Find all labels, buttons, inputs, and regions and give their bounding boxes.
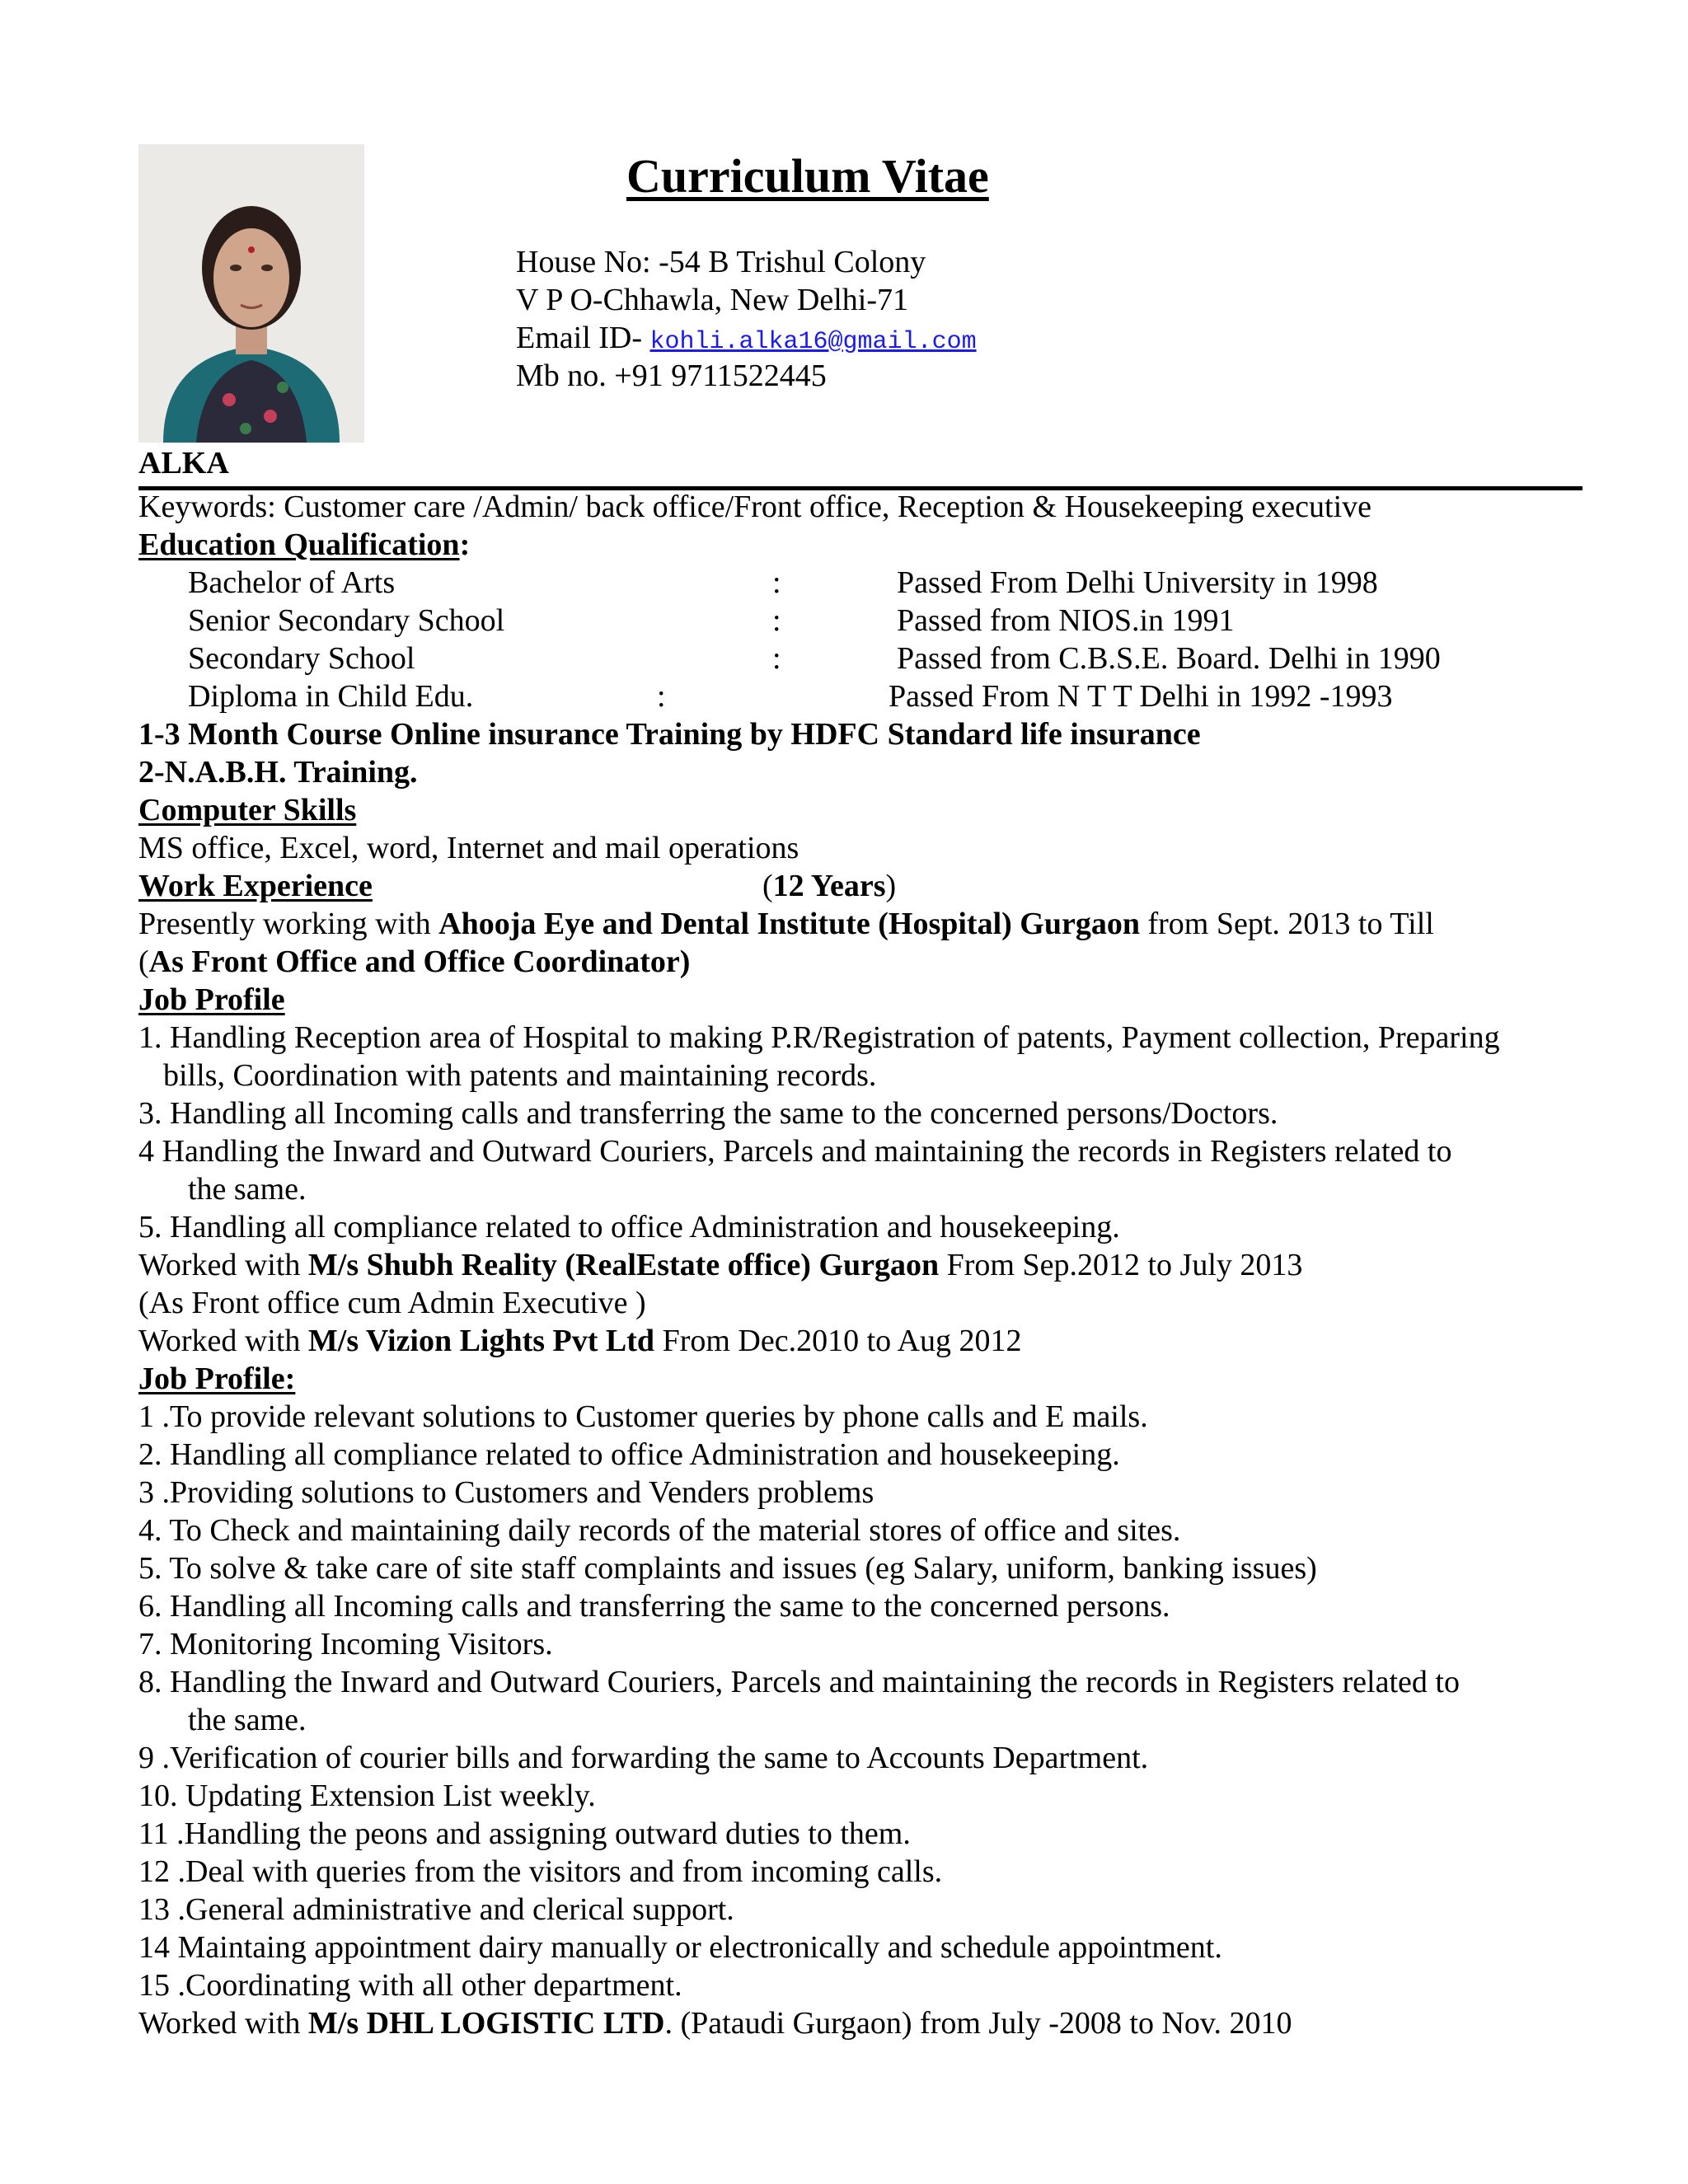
job-profile-heading-2: Job Profile: xyxy=(138,1361,296,1396)
education-degree: Diploma in Child Edu. xyxy=(188,679,474,714)
education-detail: Passed From Delhi University in 1998 xyxy=(897,565,1378,600)
job-profile-item: 1. Handling Reception area of Hospital to making P.R/Registration of patents, Payment collection, Preparing xyxy=(138,1020,1500,1055)
job2-post: From Sep.2012 to July 2013 xyxy=(939,1248,1303,1282)
job-profile-item: 2. Handling all compliance related to office Administration and housekeeping. xyxy=(138,1437,1120,1472)
job3-post: From Dec.2010 to Aug 2012 xyxy=(654,1324,1022,1358)
job4-post: . (Pataudi Gurgaon) from July -2008 to Nov. 2010 xyxy=(664,2006,1292,2041)
job-profile-item: 6. Handling all Incoming calls and transferring the same to the concerned persons. xyxy=(138,1589,1170,1624)
education-degree: Senior Secondary School xyxy=(188,603,505,638)
training-line-2: 2-N.A.B.H. Training. xyxy=(138,755,418,790)
job3-line xyxy=(138,1322,1022,1360)
profile-photo xyxy=(138,144,364,443)
work-experience-heading: Work Experience xyxy=(138,869,373,903)
education-heading-text: Education Qualification xyxy=(138,527,460,562)
education-sep: : xyxy=(657,679,666,714)
mobile-line: Mb no. +91 9711522445 xyxy=(516,359,827,393)
job-profile-item: 7. Monitoring Incoming Visitors. xyxy=(138,1627,553,1661)
job-profile-item: 9 .Verification of courier bills and forwarding the same to Accounts Department. xyxy=(138,1741,1149,1775)
computer-skills-text: MS office, Excel, word, Internet and mail operations xyxy=(138,831,799,865)
job-profile-heading: Job Profile xyxy=(138,982,285,1017)
job-profile-item: 12 .Deal with queries from the visitors and from incoming calls. xyxy=(138,1854,943,1889)
education-sep: : xyxy=(772,603,781,638)
education-sep: : xyxy=(772,641,781,676)
work-years-close: ) xyxy=(885,869,897,903)
job-profile-item: 1 .To provide relevant solutions to Customer queries by phone calls and E mails. xyxy=(138,1399,1148,1434)
job-profile-item: 5. Handling all compliance related to office Administration and housekeeping. xyxy=(138,1210,1120,1244)
job-profile-item: 13 .General administrative and clerical support. xyxy=(138,1892,734,1927)
current-job-org: Ahooja Eye and Dental Institute (Hospital) Gurgaon xyxy=(438,907,1140,941)
current-job-line xyxy=(138,905,1434,943)
job-profile-item: 3. Handling all Incoming calls and transferring the same to the concerned persons/Doctors. xyxy=(138,1096,1278,1131)
document-title: Curriculum Vitae xyxy=(626,149,989,203)
current-job-pre: Presently working with xyxy=(138,907,439,941)
job4-pre: Worked with xyxy=(138,2006,308,2041)
education-heading xyxy=(138,526,470,564)
job-profile-item: 11 .Handling the peons and assigning outward duties to them. xyxy=(138,1816,911,1851)
job2-line xyxy=(138,1246,1302,1284)
education-heading-colon: : xyxy=(459,527,471,562)
candidate-name: ALKA xyxy=(138,446,229,480)
job-profile-item: 4. To Check and maintaining daily records of the material stores of office and sites. xyxy=(138,1513,1181,1548)
job-profile-item: 8. Handling the Inward and Outward Couriers, Parcels and maintaining the records in Registers related to xyxy=(138,1665,1460,1699)
education-detail: Passed from C.B.S.E. Board. Delhi in 1990 xyxy=(897,641,1441,676)
job3-org: M/s Vizion Lights Pvt Ltd xyxy=(307,1324,655,1358)
current-job-post: from Sept. 2013 to Till xyxy=(1139,907,1434,941)
job-profile-item: the same. xyxy=(188,1172,307,1207)
current-job-role-open: ( xyxy=(138,944,149,979)
job3-pre: Worked with xyxy=(138,1324,308,1358)
job-profile-item: 5. To solve & take care of site staff complaints and issues (eg Salary, uniform, banking issues) xyxy=(138,1551,1317,1586)
job2-role: (As Front office cum Admin Executive ) xyxy=(138,1286,646,1320)
job-profile-item: 15 .Coordinating with all other department. xyxy=(138,1968,682,2003)
education-degree: Bachelor of Arts xyxy=(188,565,396,600)
job4-org: M/s DHL LOGISTIC LTD xyxy=(307,2006,665,2041)
current-job-role-text: As Front Office and Office Coordinator) xyxy=(148,944,691,979)
email-label: Email ID- xyxy=(516,321,650,355)
job-profile-item: 14 Maintaing appointment dairy manually or electronically and schedule appointment. xyxy=(138,1930,1222,1965)
email-line xyxy=(516,319,977,361)
work-years-open: ( xyxy=(762,869,773,903)
computer-skills-heading: Computer Skills xyxy=(138,793,357,827)
job-profile-item: 10. Updating Extension List weekly. xyxy=(138,1779,596,1813)
education-degree: Secondary School xyxy=(188,641,415,676)
portrait-image xyxy=(138,144,364,443)
keywords-line: Keywords: Customer care /Admin/ back office/Front office, Reception & Housekeeping executive xyxy=(138,490,1372,524)
education-sep: : xyxy=(772,565,781,600)
job-profile-item: 3 .Providing solutions to Customers and Venders problems xyxy=(138,1475,874,1510)
job-profile-item: bills, Coordination with patents and maintaining records. xyxy=(163,1058,877,1093)
job-profile-item: the same. xyxy=(188,1703,307,1737)
address-line-1: House No: -54 B Trishul Colony xyxy=(516,245,926,279)
work-years-value: 12 Years xyxy=(772,869,886,903)
training-line-1: 1-3 Month Course Online insurance Training by HDFC Standard life insurance xyxy=(138,717,1201,752)
education-detail: Passed From N T T Delhi in 1992 -1993 xyxy=(889,679,1393,714)
address-line-2: V P O-Chhawla, New Delhi-71 xyxy=(516,283,908,317)
education-detail: Passed from NIOS.in 1991 xyxy=(897,603,1235,638)
job-profile-item: 4 Handling the Inward and Outward Couriers, Parcels and maintaining the records in Registers related to xyxy=(138,1134,1452,1169)
job4-line xyxy=(138,2004,1292,2042)
work-years xyxy=(762,867,896,905)
current-job-role xyxy=(138,943,690,981)
job2-pre: Worked with xyxy=(138,1248,308,1282)
job2-org: M/s Shubh Reality (RealEstate office) Gurgaon xyxy=(307,1248,940,1282)
email-link[interactable]: kohli.alka16@gmail.com xyxy=(649,328,977,356)
